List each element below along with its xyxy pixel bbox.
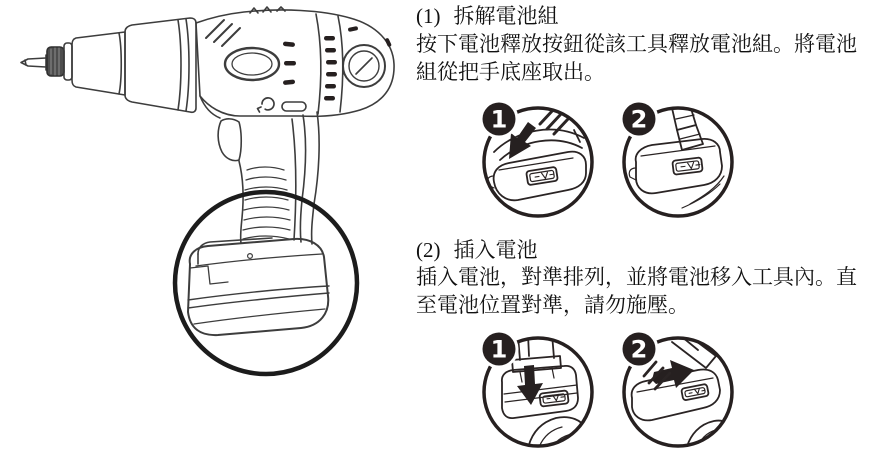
drill-handle	[200, 96, 319, 244]
step-1-body	[416, 31, 857, 86]
step-1-heading	[416, 4, 559, 29]
step-badge	[620, 100, 659, 139]
magnifier-circle	[175, 192, 357, 374]
drill-chuck	[47, 43, 72, 80]
step-2-heading	[416, 238, 538, 263]
step-badge	[480, 100, 519, 139]
step-2-title: 插入電池	[453, 238, 538, 262]
step-2-number: (2)	[416, 238, 441, 262]
step-badge	[620, 330, 659, 369]
inset-insert-step2-illustration	[616, 326, 738, 452]
step-1-number: (1)	[416, 4, 441, 28]
trigger	[218, 119, 241, 161]
inset-remove-step2-illustration	[616, 96, 738, 222]
insert-battery-insets	[476, 326, 738, 452]
badge-number: 1	[490, 335, 508, 364]
step-badge	[480, 330, 519, 369]
step-1-title: 拆解電池組	[453, 4, 559, 28]
step-2-body	[416, 264, 857, 319]
step-1-body-line-1: 按下電池釋放按鈕從該工具釋放電池組。將電池	[416, 32, 857, 56]
step-2-body-line-1: 插入電池，對準排列，並將電池移入工具內。直	[416, 265, 857, 289]
battery-pack	[188, 238, 329, 335]
drill-body	[196, 7, 394, 116]
rotation-direction-icon	[258, 98, 274, 112]
badge-number: 2	[630, 335, 648, 364]
step-2-body-line-2: 至電池位置對準，請勿施壓。	[416, 292, 689, 317]
inset-remove-step1-illustration	[476, 96, 598, 222]
selector-switch-icon	[282, 102, 306, 111]
badge-number: 1	[490, 105, 508, 134]
inset-insert-step1-illustration	[476, 326, 598, 452]
badge-number: 2	[630, 105, 648, 134]
remove-battery-insets	[476, 96, 738, 222]
step-1-body-line-2: 組從把手底座取出。	[416, 59, 605, 84]
drill-bit-icon	[21, 55, 46, 70]
